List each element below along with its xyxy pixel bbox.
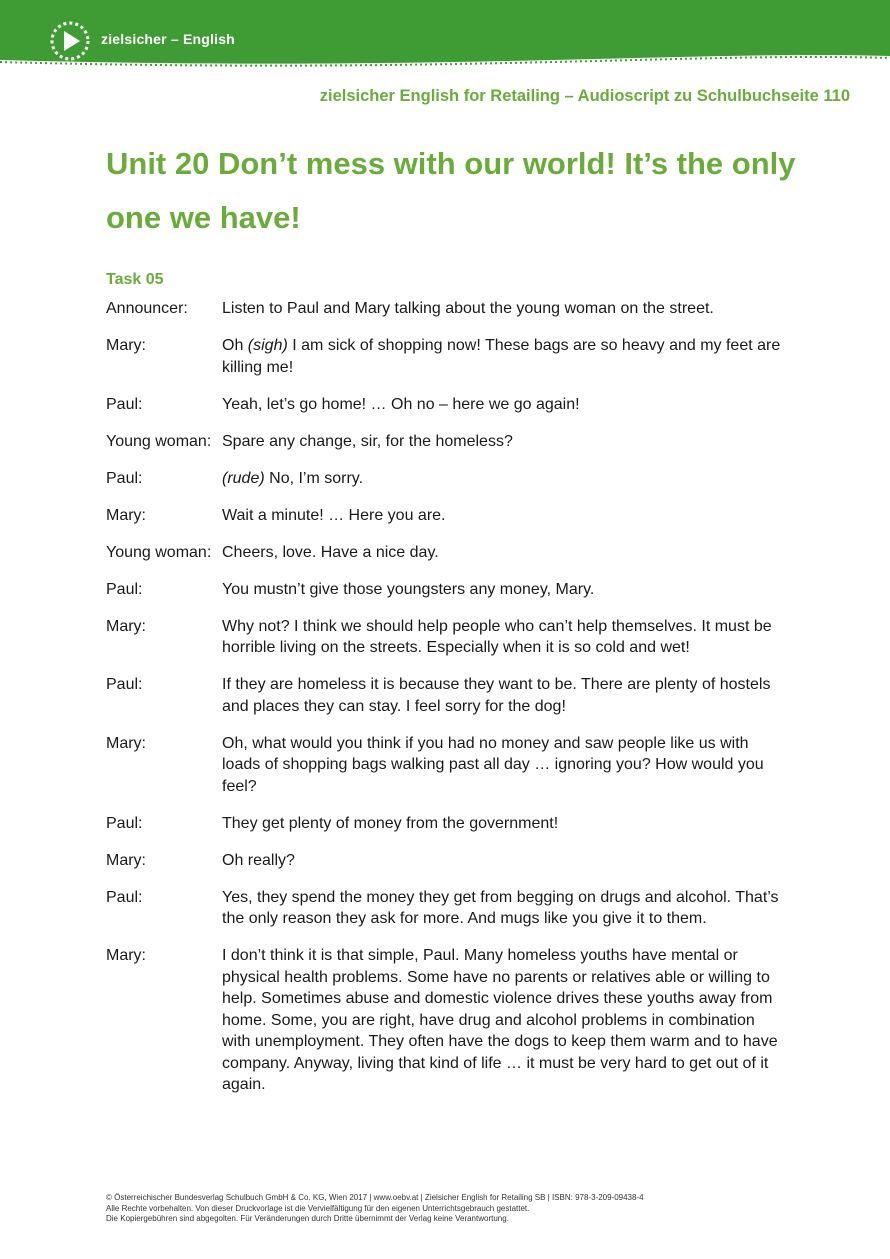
speech-text <box>222 505 796 527</box>
speech-text <box>222 579 796 601</box>
dialogue-line <box>106 505 796 527</box>
task-label: Task 05 <box>106 271 164 288</box>
speech-text <box>222 813 796 835</box>
speech-text <box>222 616 796 659</box>
speaker-name: Paul: <box>106 676 143 693</box>
footer-rights: Alle Rechte vorbehalten. Von dieser Druckvorlage ist die Vervielfältigung für den eigenen Unterrichtsgebrauch gestattet. <box>106 1203 530 1213</box>
speaker-name: Mary: <box>106 617 146 635</box>
speaker-name: Paul: <box>106 580 143 598</box>
speech-body: I am sick of shopping now! These bags are so heavy and my feet are killing me! <box>222 337 781 376</box>
dialogue-line <box>106 579 796 601</box>
speech-body: Yes, they spend the money they get from begging on drugs and alcohol. That’s the only reason they ask for more. And mugs like you give it to them. <box>222 888 779 927</box>
speech-body: Oh, what would you think if you had no money and saw people like us with loads of shopping bags walking past all day … ignoring you? How would you feel? <box>222 734 764 795</box>
page-subtitle: zielsicher English for Retailing – Audioscript zu Schulbuchseite 110 <box>319 87 850 105</box>
speech-body: I don’t think it is that simple, Paul. Many homeless youths have mental or physical health problems. Some have no parents or relatives able or willing to help. Sometimes abuse and domestic violence drives these youths away from home. Some, you are right, have drug and alcohol problems in combination with unemployment. They often have the dogs to keep them warm and to have company. Anyway, living that kind of life … it must be very hard to get out of it again. <box>222 947 778 1093</box>
dialogue-line <box>106 945 796 1096</box>
audioscript <box>106 298 796 1111</box>
dialogue-line <box>106 542 796 564</box>
dialogue-line <box>106 298 796 320</box>
speech-text <box>222 887 796 930</box>
dialogue-line <box>106 733 796 798</box>
speaker-name: Mary: <box>106 506 146 524</box>
speech-text <box>222 674 796 717</box>
speech-text <box>222 542 796 564</box>
speech-body: If they are homeless it is because they want to be. There are plenty of hostels and places they can stay. I feel sorry for the dog! <box>222 676 771 715</box>
unit-title: Unit 20 Don’t mess with our world! It’s the only one we have! <box>106 146 796 235</box>
speech-body: They get plenty of money from the government! <box>222 814 559 832</box>
speaker-name: Paul: <box>106 814 143 832</box>
speech-text <box>222 298 796 320</box>
speech-body: No, I’m sorry. <box>264 469 364 487</box>
speaker-name: Paul: <box>106 469 143 487</box>
dialogue-line <box>106 813 796 835</box>
speech-body: Wait a minute! … Here you are. <box>222 506 446 524</box>
speech-body: Spare any change, sir, for the homeless? <box>222 432 513 450</box>
brand-name: zielsicher – English <box>101 31 235 47</box>
speech-text <box>222 394 796 416</box>
speaker-name: Mary: <box>106 947 146 964</box>
speech-text <box>222 945 796 1096</box>
dialogue-line <box>106 850 796 872</box>
dialogue-line <box>106 674 796 717</box>
speech-text <box>222 733 796 798</box>
speech-text <box>222 431 796 453</box>
speech-text <box>222 850 796 872</box>
speaker-name: Paul: <box>106 888 143 906</box>
footer <box>106 1193 806 1225</box>
dialogue-line <box>106 394 796 416</box>
speaker-name: Paul: <box>106 395 143 413</box>
speaker-name: Announcer: <box>106 300 188 317</box>
footer-copyright: © Österreichischer Bundesverlag Schulbuch GmbH & Co. KG, Wien 2017 | www.oebv.at | Zielsicher English for Retailing SB | ISBN: 978-3-209-09438-4 <box>106 1193 644 1202</box>
speech-text <box>222 468 796 490</box>
dialogue-line <box>106 887 796 930</box>
dialogue-line <box>106 616 796 659</box>
footer-fees: Die Kopiergebühren sind abgegolten. Für Veränderungen durch Dritte übernimmt der Verlag keine Verantwortung. <box>106 1214 509 1223</box>
stage-direction: (rude) <box>222 469 265 487</box>
speech-body: Oh really? <box>222 851 295 869</box>
speech-body: You mustn’t give those youngsters any money, Mary. <box>222 580 595 598</box>
speaker-name: Young woman: <box>106 432 212 450</box>
speaker-name: Mary: <box>106 734 146 752</box>
dialogue-line <box>106 468 796 490</box>
speech-body: Cheers, love. Have a nice day. <box>222 543 439 561</box>
speech-body: Why not? I think we should help people who can’t help themselves. It must be horrible living on the streets. Especially when it is so cold and wet! <box>222 617 772 656</box>
speech-body: Yeah, let’s go home! … Oh no – here we go again! <box>222 395 580 413</box>
dialogue-line <box>106 431 796 453</box>
dialogue-line <box>106 335 796 378</box>
speaker-name: Mary: <box>106 337 146 354</box>
stage-direction: (sigh) <box>247 337 288 354</box>
speaker-name: Young woman: <box>106 543 212 561</box>
speech-prefix: Oh <box>222 337 248 354</box>
speech-body: Listen to Paul and Mary talking about the young woman on the street. <box>222 300 714 317</box>
speech-text <box>222 335 796 378</box>
speaker-name: Mary: <box>106 851 146 869</box>
